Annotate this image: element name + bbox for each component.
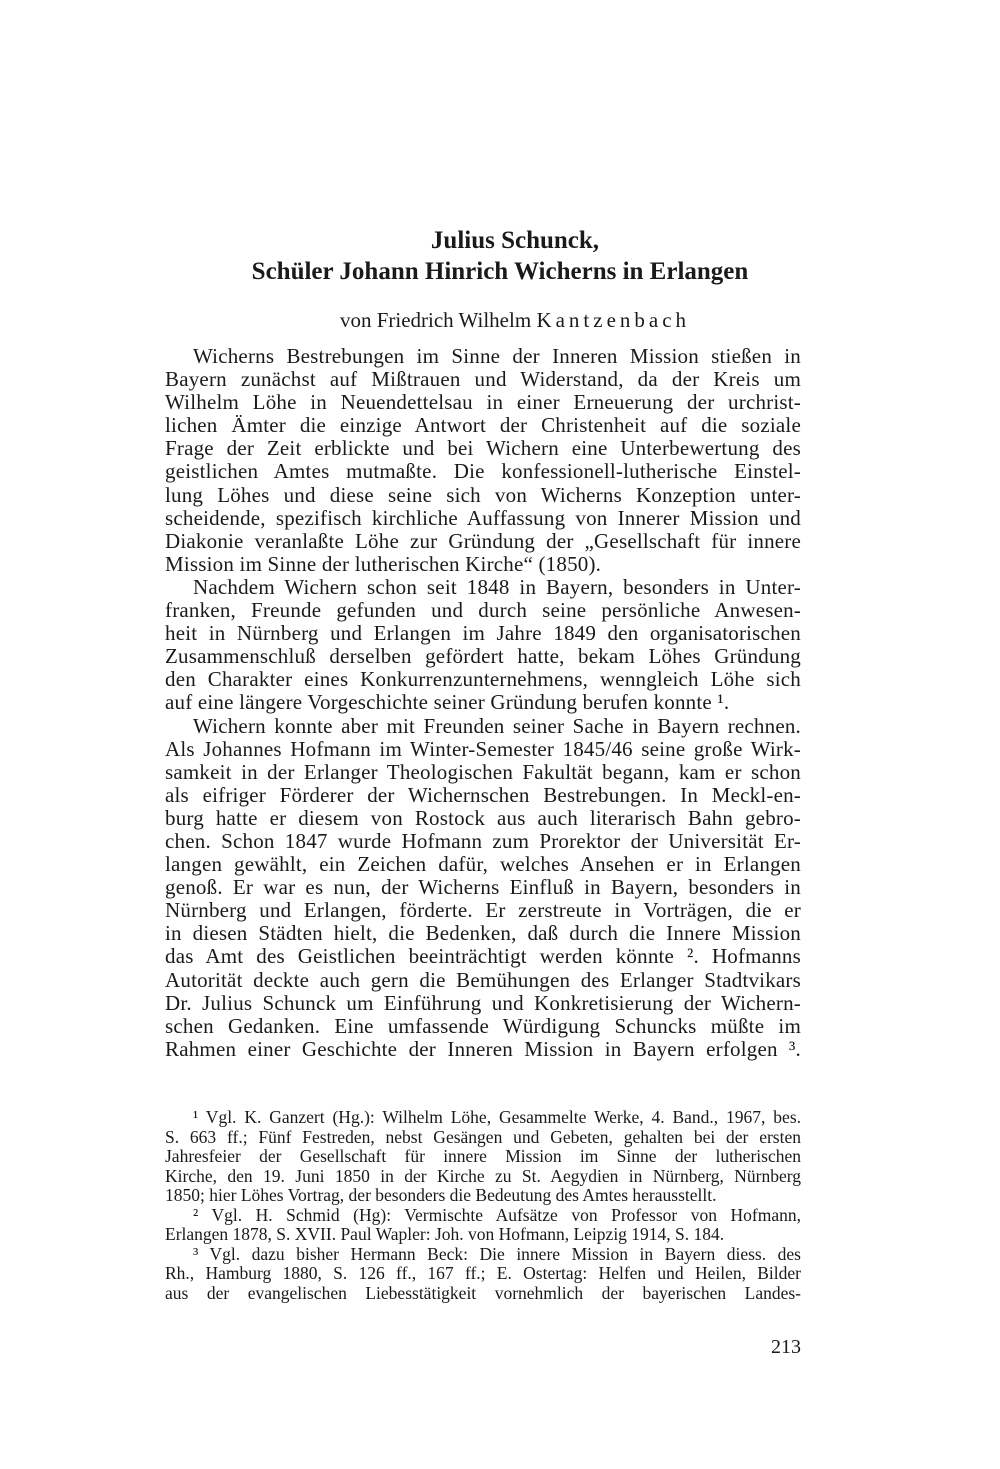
body-line: samkeit in der Erlanger Theologischen Fakultät begann, kam er schon xyxy=(165,759,801,784)
body-line: Nachdem Wichern schon seit 1848 in Bayern, besonders in Unter- xyxy=(193,574,801,599)
footnote-line: Rh., Hamburg 1880, S. 126 ff., 167 ff.; E. Ostertag: Helfen und Heilen, Bilder xyxy=(165,1263,801,1283)
footnote-line: 1850; hier Löhes Vortrag, der besonders die Bedeutung des Amtes herausstellt. xyxy=(165,1185,717,1205)
footnote-line: ¹ Vgl. K. Ganzert (Hg.): Wilhelm Löhe, Gesammelte Werke, 4. Band., 1967, bes. xyxy=(193,1107,801,1127)
body-line: Autorität deckte auch gern die Bemühungen des Erlanger Stadtvikars xyxy=(165,967,801,992)
body-line: geistlichen Amtes mutmaßte. Die konfessionell-lutherische Einstel- xyxy=(165,459,801,484)
author-byline xyxy=(0,307,1000,333)
body-line: Wichern konnte aber mit Freunden seiner Sache in Bayern rechnen. xyxy=(193,713,801,738)
footnote-line: aus der evangelischen Liebesstätigkeit vornehmlich der bayerischen Landes- xyxy=(165,1282,801,1303)
body-line: in diesen Städten hielt, die Bedenken, daß durch die Innere Mission xyxy=(165,921,801,946)
body-line: Wicherns Bestrebungen im Sinne der Inneren Mission stießen in xyxy=(193,344,801,368)
body-line: genoß. Er war es nun, der Wicherns Einfluß in Bayern, besonders in xyxy=(165,875,801,900)
body-line: Bayern zunächst auf Mißtrauen und Widerstand, da der Kreis um xyxy=(165,367,801,392)
body-line: heit in Nürnberg und Erlangen im Jahre 1849 den organisatorischen xyxy=(165,621,801,646)
byline-prefix: von Friedrich Wilhelm xyxy=(339,308,532,332)
title-line-2: Schüler Johann Hinrich Wicherns in Erlangen xyxy=(251,258,749,285)
body-line: chen. Schon 1847 wurde Hofmann zum Prorektor der Universität Er- xyxy=(165,828,801,853)
body-line: langen gewählt, ein Zeichen dafür, welches Ansehen er in Erlangen xyxy=(165,852,801,877)
body-line: Zusammenschluß derselben gefördert hatte, bekam Löhes Gründung xyxy=(165,644,801,669)
footnote-line: Erlangen 1878, S. XVII. Paul Wapler: Joh. von Hofmann, Leipzig 1914, S. 184. xyxy=(165,1224,725,1244)
body-line: scheidende, spezifisch kirchliche Auffassung von Innerer Mission und xyxy=(165,505,801,530)
footnote-line: ³ Vgl. dazu bisher Hermann Beck: Die innere Mission in Bayern diess. des xyxy=(193,1243,801,1264)
body-line: Wilhelm Löhe in Neuendettelsau in einer Erneuerung der urchrist- xyxy=(165,390,801,415)
body-line: Als Johannes Hofmann im Winter-Semester 1845/46 seine große Wirk- xyxy=(165,736,801,761)
body-line: burg hatte er diesem von Rostock aus auch literarisch Bahn gebro- xyxy=(165,805,801,830)
title-line-1: Julius Schunck, xyxy=(430,227,600,254)
body-line: Frage der Zeit erblickte und bei Wichern eine Unterbewertung des xyxy=(165,436,801,461)
body-line: Rahmen einer Geschichte der Inneren Mission in Bayern erfolgen ³. xyxy=(165,1036,801,1061)
footnote-line: Kirche, den 19. Juni 1850 in der Kirche zu St. Aegydien in Nürnberg, Nürnberg xyxy=(165,1165,801,1186)
page-number: 213 xyxy=(771,1336,801,1358)
article-title xyxy=(0,225,1000,287)
body-line: als eifriger Förderer der Wichernschen Bestrebungen. In Meckl-en- xyxy=(165,782,801,807)
footnote-line: Jahresfeier der Gesellschaft für innere Mission im Sinne der lutherischen xyxy=(165,1146,801,1166)
body-line: auf eine längere Vorgeschichte seiner Gründung berufen konnte ¹. xyxy=(165,690,730,715)
footnote-line: S. 663 ff.; Fünf Festreden, nebst Gesängen und Gebeten, gehalten bei der ersten xyxy=(165,1126,801,1147)
footnote-line: ² Vgl. H. Schmid (Hg): Vermischte Aufsätze von Professor von Hofmann, xyxy=(193,1204,801,1225)
body-line: Diakonie veranlaßte Löhe zur Gründung der „Gesellschaft für innere xyxy=(165,528,801,553)
body-line: lichen Ämter die einzige Antwort der Christenheit auf die soziale xyxy=(165,413,801,438)
body-line: Mission im Sinne der lutherischen Kirche“ (1850). xyxy=(165,551,602,576)
body-line: franken, Freunde gefunden und durch seine persönliche Anwesen- xyxy=(165,598,801,623)
body-line: Nürnberg und Erlangen, förderte. Er zerstreute in Vorträgen, die er xyxy=(165,898,801,923)
body-line: den Charakter eines Konkurrenzunternehmens, wenngleich Löhe sich xyxy=(165,667,801,692)
body-text xyxy=(165,345,801,1061)
byline-surname: Kantzenbach xyxy=(536,308,691,332)
body-line: schen Gedanken. Eine umfassende Würdigung Schuncks müßte im xyxy=(165,1013,801,1038)
footnotes xyxy=(165,1108,801,1303)
body-line: Dr. Julius Schunck um Einführung und Konkretisierung der Wichern- xyxy=(165,990,801,1015)
body-line: lung Löhes und diese seine sich von Wicherns Konzeption unter- xyxy=(165,482,801,507)
body-line: das Amt des Geistlichen beeinträchtigt werden könnte ². Hofmanns xyxy=(165,944,801,969)
